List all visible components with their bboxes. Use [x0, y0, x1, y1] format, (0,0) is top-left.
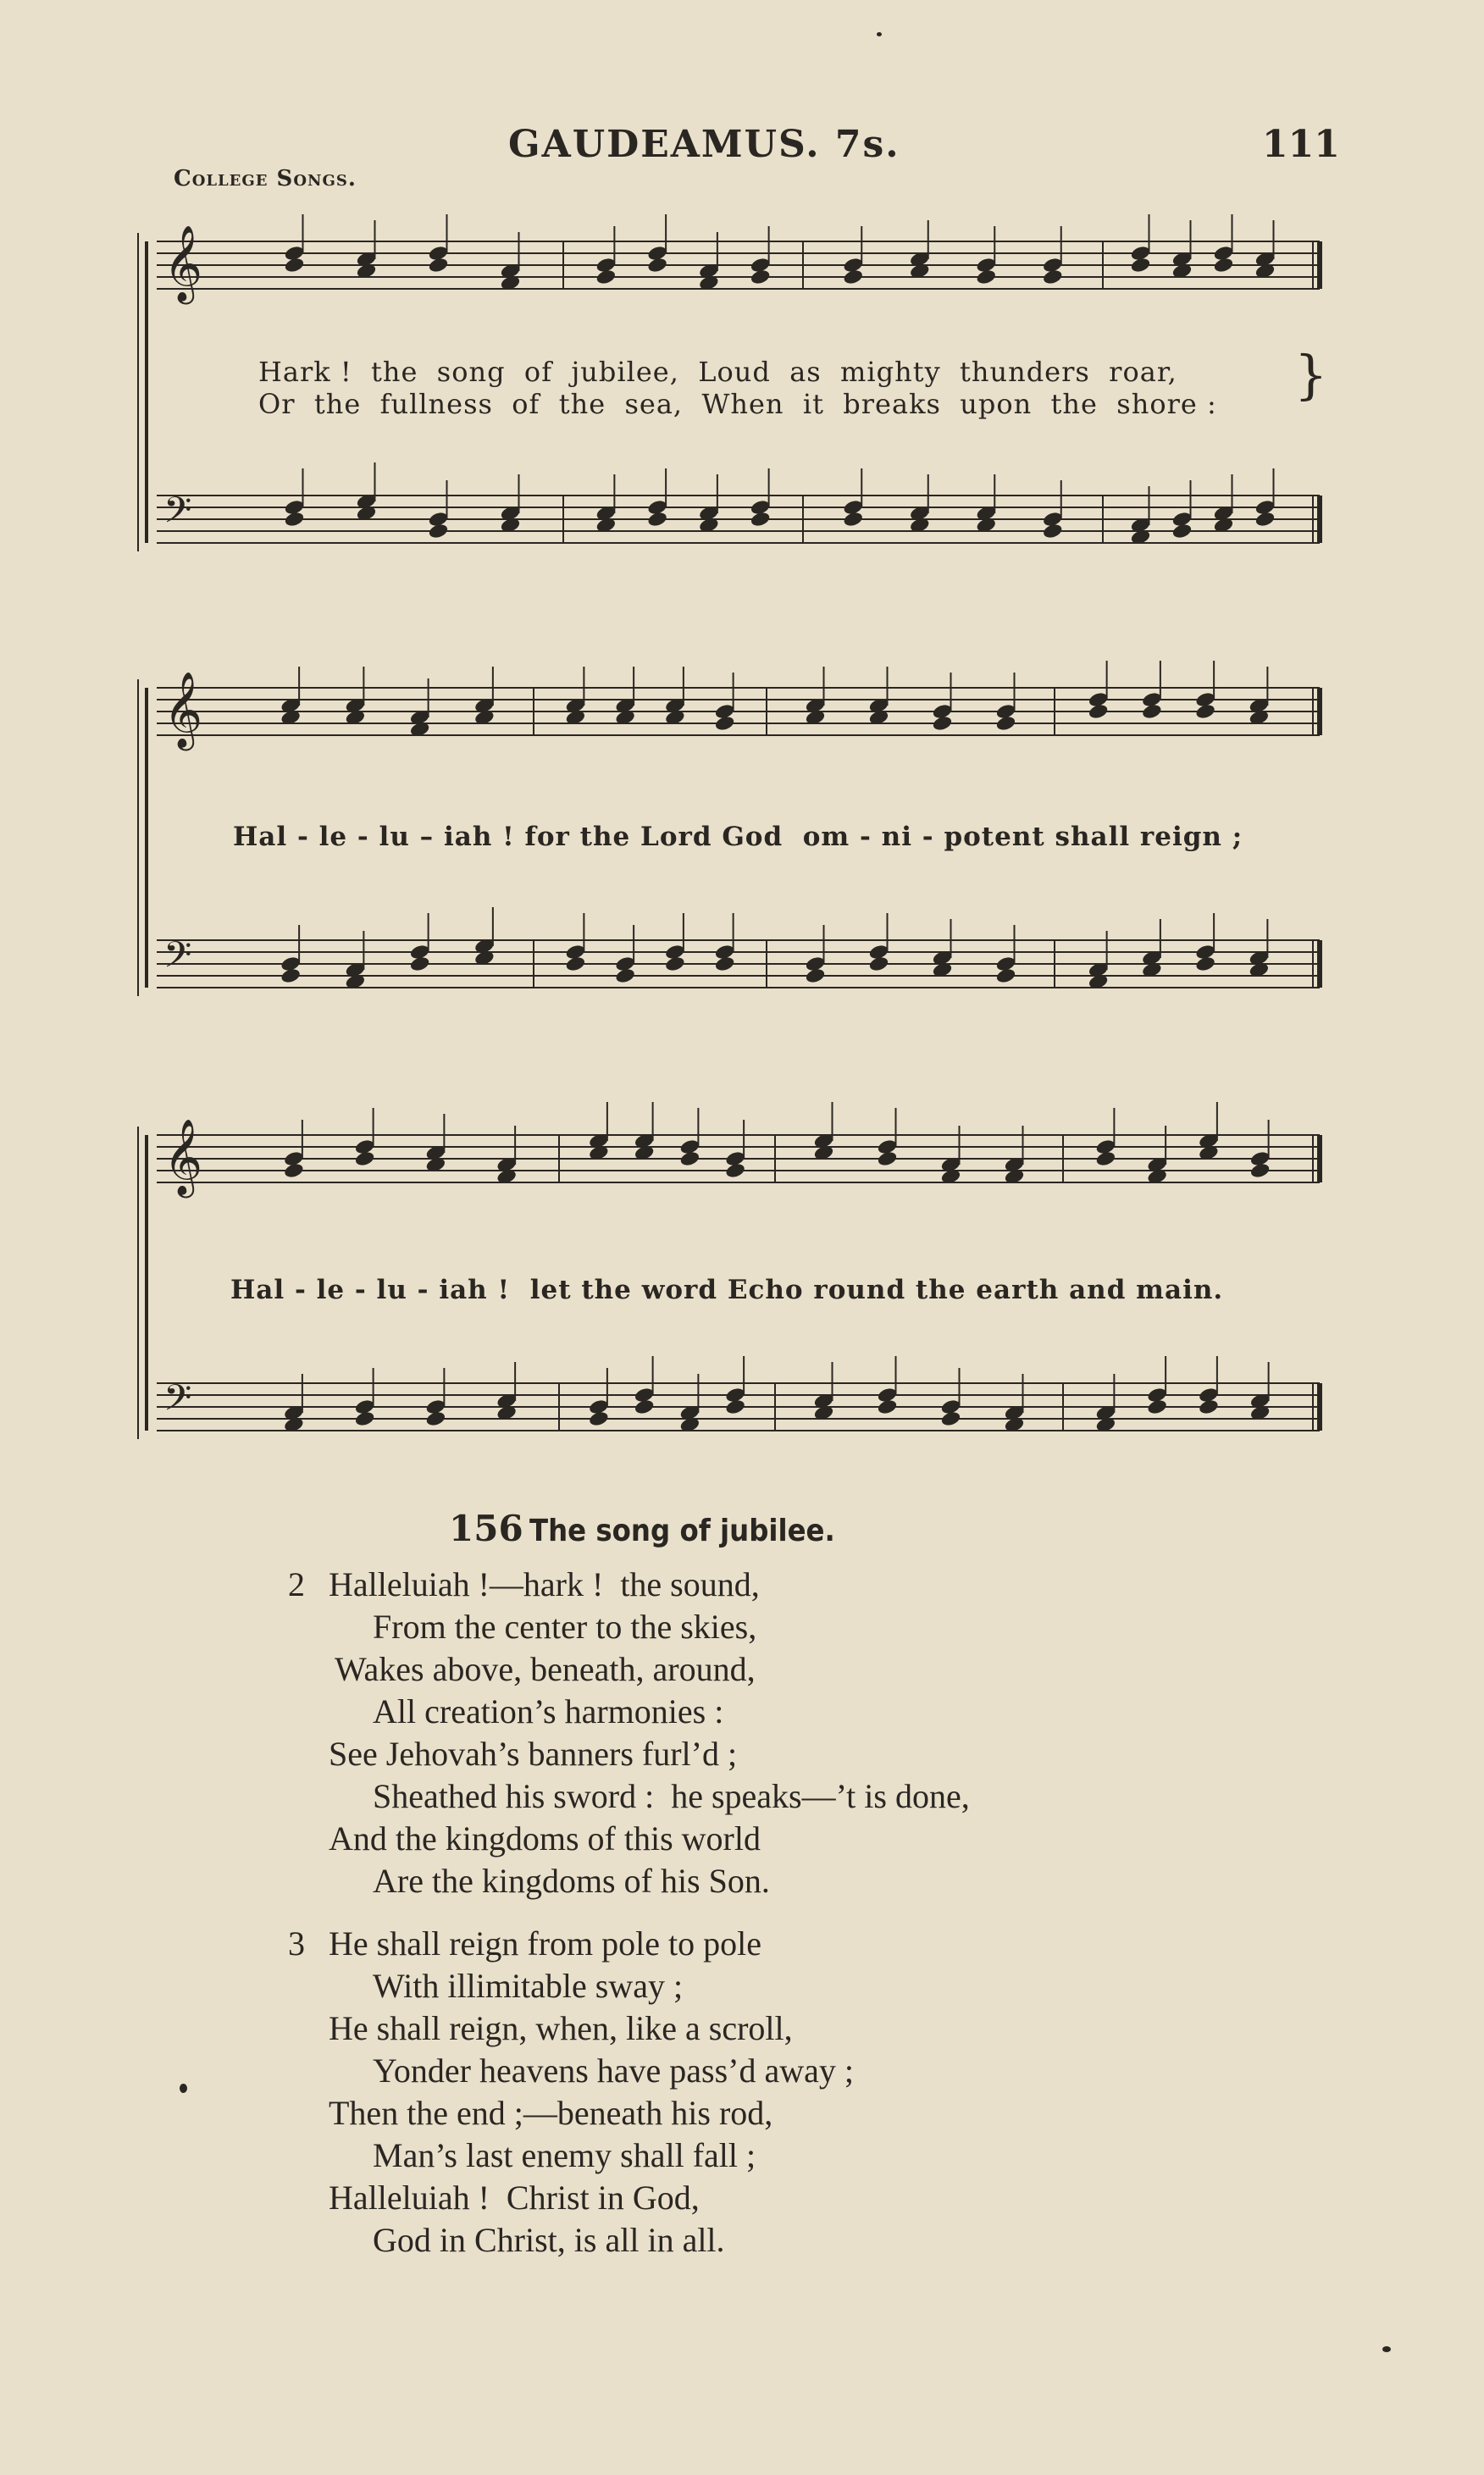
note-head: [724, 1162, 745, 1180]
verse-line: He shall reign from pole to pole: [329, 1924, 761, 1963]
verse-number: 2: [288, 1565, 305, 1603]
lyric-line: Or the fullness of the sea, When it breaks upon the shore :: [258, 388, 1217, 420]
verse-line: Halleluiah !—hark ! the sound,: [329, 1565, 760, 1603]
note-head: [664, 955, 685, 973]
verse-line: God in Christ, is all in all.: [373, 2221, 725, 2259]
note-head: [750, 269, 771, 286]
note-head: [595, 269, 617, 286]
note-head: [750, 511, 771, 529]
treble-clef-icon: 𝄞: [163, 672, 203, 748]
verse-line: And the kingdoms of this world: [329, 1819, 761, 1858]
note-head: [932, 715, 953, 733]
note-head: [428, 257, 449, 274]
note-head: [1194, 955, 1215, 973]
bass-clef-icon: 𝄢: [163, 1377, 192, 1428]
note-head: [1130, 257, 1151, 274]
note-head: [354, 1150, 375, 1168]
note-head: [1249, 1162, 1271, 1180]
note-head: [976, 269, 997, 286]
note-head: [409, 955, 430, 973]
note-head: [425, 1410, 446, 1428]
note-head: [614, 967, 635, 985]
note-head: [283, 1162, 304, 1180]
verse-line: From the center to the skies,: [373, 1608, 757, 1646]
note-head: [284, 511, 305, 529]
book-section: College Songs.: [174, 166, 357, 191]
verse-line: Sheathed his sword : he speaks—’t is done,: [373, 1777, 970, 1815]
treble-clef-icon: 𝄞: [163, 1119, 203, 1195]
bass-clef-icon: 𝄢: [163, 490, 192, 540]
note-head: [714, 955, 735, 973]
note-head: [565, 955, 586, 973]
print-speck: [1382, 2346, 1391, 2352]
print-speck: [877, 32, 882, 36]
note-head: [284, 257, 305, 274]
note-head: [1088, 703, 1109, 721]
lyric-line: Hal - le - lu - iah ! let the word Echo round the earth and main.: [230, 1275, 1224, 1305]
note-head: [724, 1398, 745, 1416]
note-head: [646, 511, 667, 529]
note-head: [588, 1410, 609, 1428]
verse-line: Then the end ;—beneath his rod,: [329, 2094, 773, 2132]
note-head: [1141, 703, 1162, 721]
note-head: [679, 1150, 700, 1168]
note-head: [868, 955, 889, 973]
print-speck: [180, 2084, 187, 2093]
note-head: [843, 511, 864, 529]
note-head: [646, 257, 667, 274]
bass-clef-icon: 𝄢: [163, 934, 192, 985]
note-head: [805, 967, 826, 985]
verse-line: Yonder heavens have pass’d away ;: [373, 2051, 855, 2090]
note-head: [877, 1398, 898, 1416]
verse-line: See Jehovah’s banners furl’d ;: [329, 1735, 738, 1773]
verse-line: Are the kingdoms of his Son.: [373, 1862, 770, 1900]
note-head: [940, 1410, 961, 1428]
tune-title: GAUDEAMUS. 7s.: [508, 123, 900, 166]
note-head: [843, 269, 864, 286]
lyric-line: Hark ! the song of jubilee, Loud as mighty thunders roar,: [258, 356, 1177, 388]
note-head: [1171, 523, 1193, 540]
note-head: [428, 523, 449, 540]
note-head: [1213, 257, 1234, 274]
note-head: [877, 1150, 898, 1168]
lyric-line: Hal - le - lu – iah ! for the Lord God om - ni - potent shall reign ;: [233, 822, 1243, 852]
verse-line: Wakes above, beneath, around,: [335, 1650, 756, 1688]
note-head: [1254, 511, 1276, 529]
lyric-brace: }: [1294, 344, 1328, 406]
note-head: [1146, 1398, 1167, 1416]
note-head: [995, 967, 1016, 985]
note-head: [714, 715, 735, 733]
hymn-number: 156: [449, 1508, 523, 1549]
note-head: [280, 967, 301, 985]
note-head: [1194, 703, 1215, 721]
treble-clef-icon: 𝄞: [163, 225, 203, 302]
verse-line: With illimitable sway ;: [373, 1967, 684, 2005]
verse-line: He shall reign, when, like a scroll,: [329, 2009, 793, 2047]
note-head: [634, 1398, 655, 1416]
verse-line: All creation’s harmonies :: [373, 1692, 724, 1730]
note-head: [1042, 269, 1063, 286]
verse-number: 3: [288, 1924, 305, 1963]
hymn-subtitle: The song of jubilee.: [529, 1514, 835, 1548]
page-number: 111: [1262, 123, 1340, 166]
verse-line: Halleluiah ! Christ in God,: [329, 2179, 700, 2217]
note-head: [1095, 1150, 1116, 1168]
note-head: [1198, 1398, 1219, 1416]
note-head: [354, 1410, 375, 1428]
note-head: [995, 715, 1016, 733]
note-head: [1042, 523, 1063, 540]
verse-line: Man’s last enemy shall fall ;: [373, 2136, 756, 2174]
